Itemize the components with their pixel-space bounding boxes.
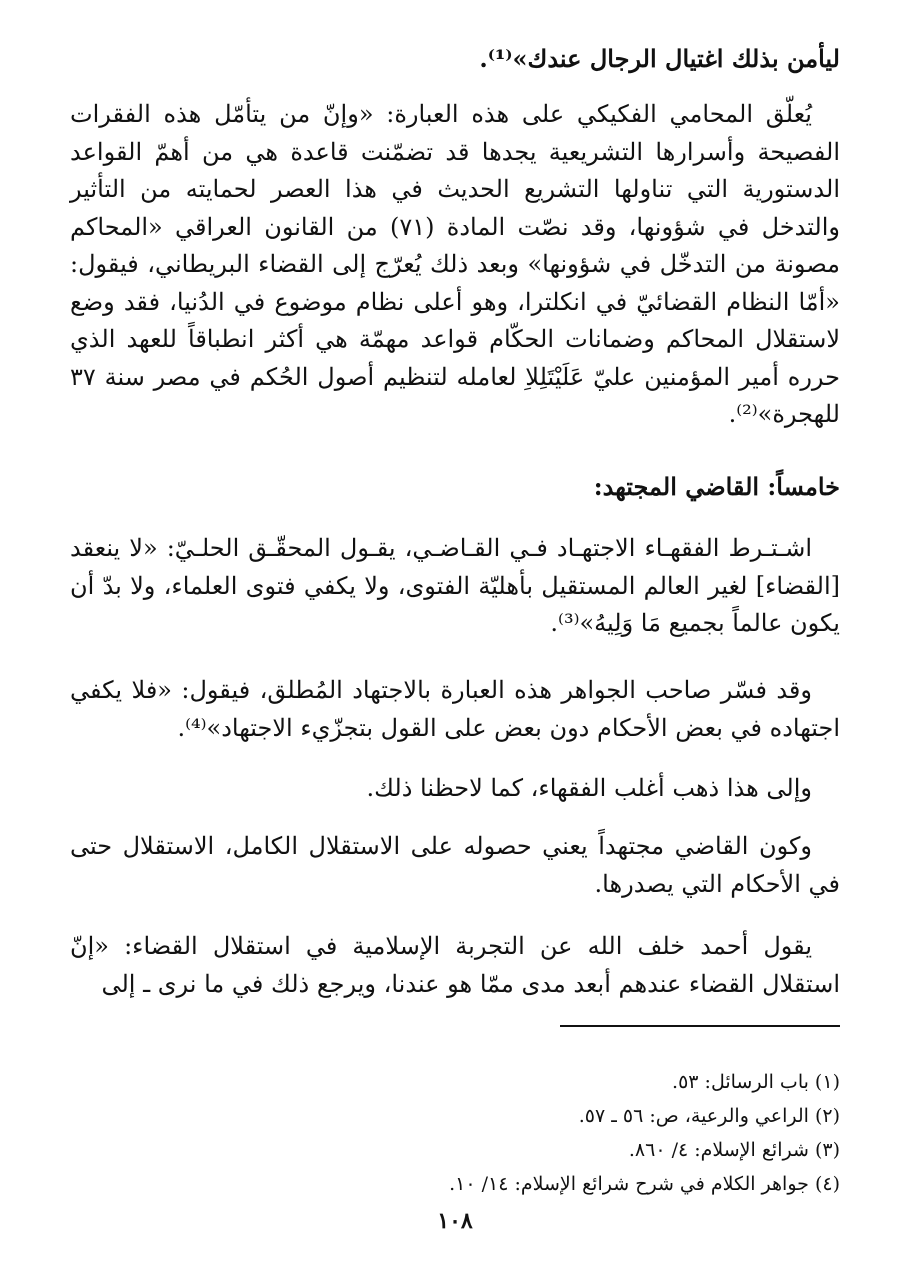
paragraph-khalafallah-quote: يقول أحمد خلف الله عن التجربة الإسلامية في استقلال القضاء: «إنّ استقلال القضاء عندهم أبعد مدى ممّا هو عندنا، ويرجع ذلك في ما نرى ـ إلى	[70, 932, 840, 998]
paragraph-ijtihad-condition: اشـتـرط الفقهـاء الاجتهـاد فـي القـاضـي، يقـول المحقّـق الحلـيّ: «لا ينعقد [القضاء] لغير العالم المستقيل بأهليّة الفتوى، ولا يكفي فتوى العلماء، ولا بدّ أن يكون عالماً بجميع مَا وَلِيهُ»⁽³⁾.	[70, 534, 840, 637]
paragraph-continuation: ليأمن بذلك اغتيال الرجال عندك»⁽¹⁾.	[479, 44, 840, 73]
page-number: ١٠٨	[437, 1208, 473, 1234]
paragraph-fakiki-comment: يُعلّق المحامي الفكيكي على هذه العبارة: «وإنّ من يتأمّل هذه الفقرات الفصيحة وأسرارها التشريعية يجدها قد تضمّنت قاعدة هي من أهمّ القواعد الدستورية التي تناولها التشريع الحديث في هذا العصر لحمايته من التأثير والتدخل في شؤونها، وقد نصّت المادة (٧١) من القانون العراقي «المحاكم مصونة من التدخّل في شؤونها» وبعد ذلك يُعرّج إلى القضاء البريطاني، فيقول: «أمّا النظام القضائيّ في انكلترا، وهو أعلى نظام موضوع في الدُنيا، فقد وضع لاستقلال المحاكم وضمانات الحكّام قواعد مهمّة هي أكثر انطباقاً للعهد الذي حرره أمير المؤمنين عليّ عَلَيْتَلِلاِ لعامله لتنظيم أصول الحُكم في مصر سنة ٣٧ للهجرة»⁽²⁾.	[70, 100, 841, 428]
footnote-2: (٢) الراعي والرعية، ص: ٥٦ ـ ٥٧.	[578, 1105, 840, 1127]
section-heading: خامساً: القاضي المجتهد:	[593, 472, 840, 501]
footnote-4: (٤) جواهر الكلام في شرح شرائع الإسلام: ١٤/ ١٠.	[449, 1173, 840, 1195]
footnote-1: (١) باب الرسائل: ٥٣.	[672, 1071, 840, 1093]
paragraph-independence: وكون القاضي مجتهداً يعني حصوله على الاستقلال الكامل، الاستقلال حتى في الأحكام التي يصدرها.	[70, 832, 840, 898]
footnote-3: (٣) شرائع الإسلام: ٤/ ٨٦٠.	[628, 1139, 840, 1161]
paragraph-jawahir-explanation: وقد فسّر صاحب الجواهر هذه العبارة بالاجتهاد المُطلق، فيقول: «فلا يكفي اجتهاده في بعض الأحكام دون بعض على القول بتجزّيء الاجتهاد»⁽⁴⁾.	[70, 676, 840, 742]
footnote-separator	[560, 1025, 840, 1027]
paragraph-majority-view: وإلى هذا ذهب أغلب الفقهاء، كما لاحظنا ذلك.	[366, 774, 812, 802]
footnotes	[70, 1065, 840, 1201]
document-page	[70, 40, 840, 1240]
